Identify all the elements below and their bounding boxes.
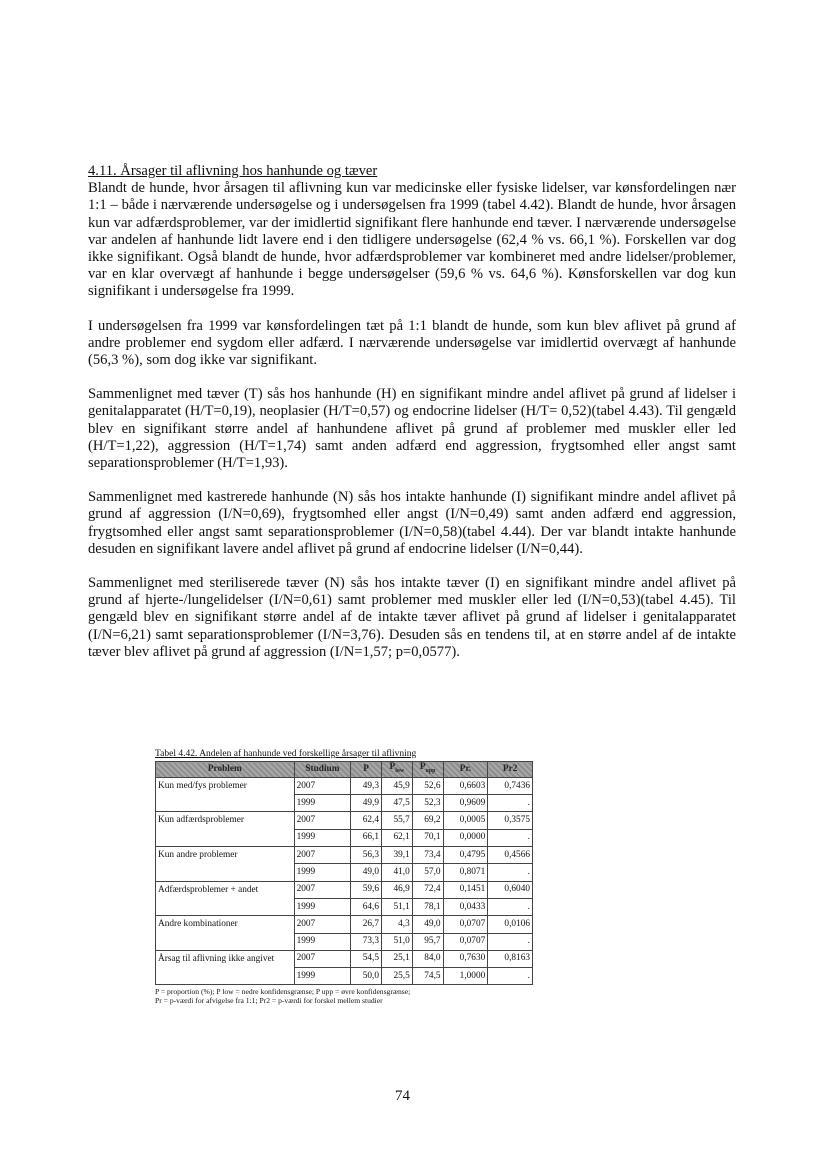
cell-pupp: 69,2 [412,812,443,829]
paragraph-5: Sammenlignet med steriliserede tæver (N) sås hos intakte tæver (I) en signifikant mindre andel aflivet på grund af hjerte-/lungelidelser (I/N=0,61) samt problemer med muskler eller led (I/N=0,53)(tabel 4.45). Til gengæld blev en signifikant større andel af de intakte tæver aflivet på grund af lidelser i genitalapparatet (I/N=6,21) samt separationsproblemer (I/N=3,76). Desuden sås en tendens til, at en større andel af de intakte tæver blev aflivet på grund af aggression (I/N=1,57; p=0,0577). [88,575,736,660]
cell-pr: 0,0000 [443,829,488,846]
cell-problem: Adfærdsproblemer + andet [156,881,295,898]
cell-pr2: . [488,898,533,915]
cell-plow: 46,9 [382,881,413,898]
cell-studium: 2007 [294,777,351,794]
cell-plow: 39,1 [382,847,413,864]
cell-pupp: 52,6 [412,777,443,794]
table-row [156,968,533,985]
table-row [156,916,533,933]
header-pupp [412,762,443,778]
cell-pr2: . [488,933,533,950]
cell-problem: Kun med/fys problemer [156,777,295,794]
cell-problem: Andre kombinationer [156,916,295,933]
header-plow [382,762,413,778]
header-problem: Problem [156,762,295,778]
cell-plow: 51,1 [382,898,413,915]
cell-p: 54,5 [351,950,382,967]
cell-pr: 0,1451 [443,881,488,898]
cell-plow: 41,0 [382,864,413,881]
header-pupp-sub: upp [425,767,436,774]
cell-plow: 62,1 [382,829,413,846]
cell-pr2: . [488,795,533,812]
table-row [156,829,533,846]
cell-pupp: 74,5 [412,968,443,985]
cell-pupp: 73,4 [412,847,443,864]
footnote-line-1: P = proportion (%); P low = nedre konfidensgrænse; P upp = øvre konfidensgrænse; [155,987,411,997]
cell-plow: 55,7 [382,812,413,829]
cell-problem [156,829,295,846]
table-row [156,881,533,898]
cell-pr: 0,0707 [443,916,488,933]
paragraph-1: Blandt de hunde, hvor årsagen til aflivning kun var medicinske eller fysiske lidelser, var kønsfordelingen nær 1:1 – både i nærværende undersøgelse og i undersøgelsen fra 1999 (tabel 4.42). Blandt de hunde, hvor årsagen kun var adfærdsproblemer, var der imidlertid signifikant flere hanhunde end tæver. I nærværende undersøgelse var andelen af hanhunde lidt lavere end i den tidligere undersøgelse (62,4 % vs. 66,1 %). Forskellen var dog ikke signifikant. Også blandt de hunde, hvor adfærdsproblemer var kombineret med andre lidelser/problemer, var en klar overvægt af hanhunde i begge undersøgelser (59,6 % vs. 64,6 %). Kønsforskellen var dog kun signifikant i undersøgelse fra 1999. [88,180,736,300]
cell-pr2: 0,3575 [488,812,533,829]
cell-pupp: 72,4 [412,881,443,898]
table-block [155,748,535,1005]
cell-problem: Kun adfærdsproblemer [156,812,295,829]
cell-pr2: . [488,829,533,846]
cell-problem [156,933,295,950]
cell-plow: 47,5 [382,795,413,812]
header-pr2: Pr2 [488,762,533,778]
cell-p: 62,4 [351,812,382,829]
cell-problem [156,898,295,915]
table-row [156,864,533,881]
table-row [156,898,533,915]
cell-p: 64,6 [351,898,382,915]
cell-p: 49,0 [351,864,382,881]
cell-problem [156,795,295,812]
cell-pr: 0,0433 [443,898,488,915]
cell-studium: 1999 [294,933,351,950]
cell-pr: 0,8071 [443,864,488,881]
cell-pupp: 57,0 [412,864,443,881]
cell-studium: 1999 [294,968,351,985]
cell-plow: 25,1 [382,950,413,967]
cell-plow: 45,9 [382,777,413,794]
table-row [156,847,533,864]
cell-studium: 1999 [294,829,351,846]
footnote-line-2: Pr = p-værdi for afvigelse fra 1:1; Pr2 = p-værdi for forskel mellem studier [155,996,383,1006]
table-row [156,777,533,794]
table-body [156,777,533,985]
cell-studium: 2007 [294,950,351,967]
header-plow-text: P [389,762,396,772]
cell-studium: 2007 [294,881,351,898]
cell-pr: 1,0000 [443,968,488,985]
cell-studium: 2007 [294,812,351,829]
cell-problem: Årsag til aflivning ikke angivet [156,950,295,967]
cell-pr: 0,6603 [443,777,488,794]
cell-problem [156,864,295,881]
cell-problem: Kun andre problemer [156,847,295,864]
cell-pr2: 0,7436 [488,777,533,794]
cell-studium: 1999 [294,864,351,881]
table-caption: Tabel 4.42. Andelen af hanhunde ved forskellige årsager til aflivning [155,749,417,759]
cell-p: 56,3 [351,847,382,864]
cell-pr2: 0,0106 [488,916,533,933]
table-header-row [156,762,533,778]
cell-studium: 2007 [294,847,351,864]
data-table [155,761,533,985]
body-text [88,163,736,678]
cell-pupp: 49,0 [412,916,443,933]
cell-studium: 1999 [294,795,351,812]
cell-studium: 2007 [294,916,351,933]
header-studium: Studium [294,762,351,778]
cell-plow: 25,5 [382,968,413,985]
cell-pr2: . [488,864,533,881]
table-row [156,933,533,950]
cell-pupp: 78,1 [412,898,443,915]
cell-pr: 0,0707 [443,933,488,950]
cell-pr2: . [488,968,533,985]
paragraph-2: I undersøgelsen fra 1999 var kønsfordelingen tæt på 1:1 blandt de hunde, som kun blev aflivet på grund af andre problemer end sygdom eller adfærd. I nærværende undersøgelse var imidlertid overvægt af hanhunde (56,3 %), som dog ikke var signifikant. [88,317,736,369]
cell-pr: 0,9609 [443,795,488,812]
cell-pupp: 52,3 [412,795,443,812]
cell-p: 59,6 [351,881,382,898]
cell-pr: 0,4795 [443,847,488,864]
cell-p: 26,7 [351,916,382,933]
cell-pr2: 0,8163 [488,950,533,967]
header-plow-sub: low [395,767,405,774]
paragraph-3: Sammenlignet med tæver (T) sås hos hanhunde (H) en signifikant mindre andel aflivet på grund af lidelser i genitalapparatet (H/T=0,19), neoplasier (H/T=0,57) og endocrine lidelser (H/T= 0,52)(tabel 4.43). Til gengæld blev en signifikant større andel af hanhundene aflivet på grund af problemer med muskler eller led (H/T=1,22), aggression (H/T=1,74) samt anden adfærd end aggression, frygtsomhed eller angst samt separationsproblemer (H/T=1,93). [88,386,736,472]
cell-p: 50,0 [351,968,382,985]
table-row [156,795,533,812]
cell-p: 49,3 [351,777,382,794]
table-footnote [155,987,535,1005]
paragraph-4: Sammenlignet med kastrerede hanhunde (N) sås hos intakte hanhunde (I) signifikant mindre andel aflivet på grund af aggression (I/N=0,69), frygtsomhed eller angst (I/N=0,49) samt anden adfærd end aggression, frygtsomhed eller angst samt separationsproblemer (I/N=0,58)(tabel 4.44). Der var blandt intakte hanhunde desuden en signifikant lavere andel aflivet på grund af endocrine lidelser (I/N=0,44). [88,489,736,557]
page-number: 74 [395,1088,410,1104]
cell-pupp: 95,7 [412,933,443,950]
cell-plow: 51,0 [382,933,413,950]
cell-pr2: 0,6040 [488,881,533,898]
cell-studium: 1999 [294,898,351,915]
table-row [156,812,533,829]
table-row [156,950,533,967]
cell-p: 49,9 [351,795,382,812]
header-pr: Pr. [443,762,488,778]
cell-pr: 0,7630 [443,950,488,967]
cell-pr: 0,0005 [443,812,488,829]
cell-plow: 4,3 [382,916,413,933]
header-pupp-text: P [419,762,426,772]
header-p: P [351,762,382,778]
cell-problem [156,968,295,985]
cell-pr2: 0,4566 [488,847,533,864]
cell-p: 66,1 [351,829,382,846]
cell-pupp: 70,1 [412,829,443,846]
cell-pupp: 84,0 [412,950,443,967]
cell-p: 73,3 [351,933,382,950]
section-heading: 4.11. Årsager til aflivning hos hanhunde og tæver [88,163,378,179]
